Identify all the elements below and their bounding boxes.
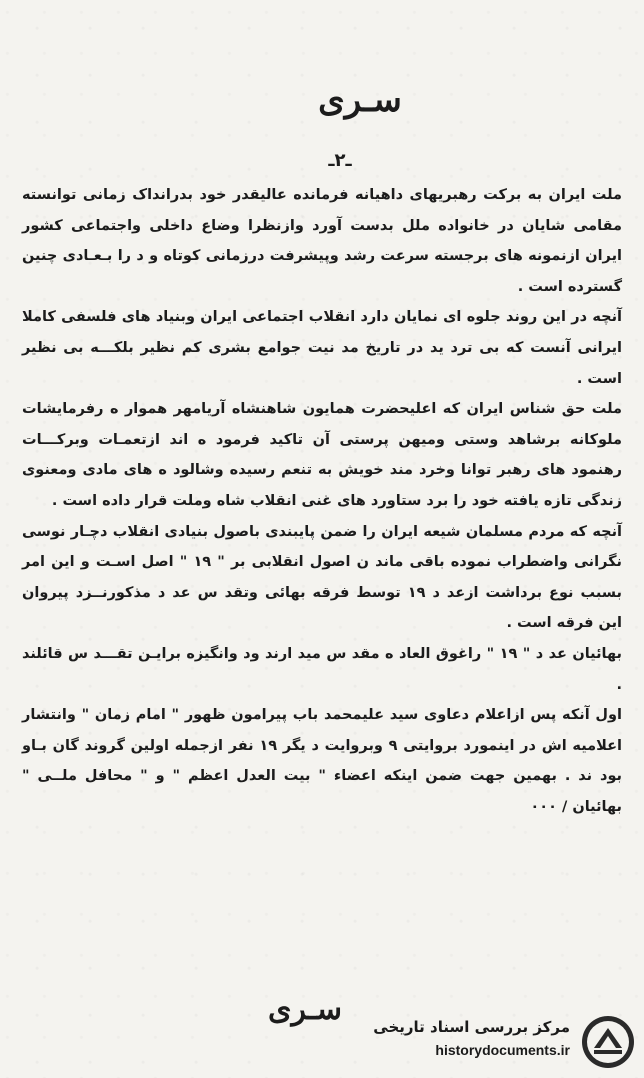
paragraph-2: آنچه در این روند جلوه ای نمایان دارد انقلاب اجتماعی ایران وبنیاد های فلسفی کاملا ایرانی آنست که بی ترد ید در تاریخ مد نیت جوامع بشری کم نظیر بلکـــه بی نظیر است .: [22, 309, 622, 387]
paragraph-3: ملت حق شناس ایران که اعلیحضرت همایون شاهنشاه آریامهر هموار ه رفرمایشات ملوکانه برشاهد وستی ومیهن پرستی آن تاکید فرمود ه اند ازتعمـات وبرکـــات رهنمود های رهبر توانا وخرد مند خویش به تنعم رسیده وشالود ه های مادی ومعنوی زندگی تازه یافته خود را برد ستاورد های غنی انقلاب شاه وملت قرار داده است .: [22, 401, 622, 509]
document-body: [22, 180, 622, 822]
paragraph-6: اول آنکه پس ازاعلام دعاوی سید علیمحمد باب پیرامون ظهور " امام زمان " وانتشار اعلامیه اش در اینمورد بروایتی ٩ وبروایت د یگر ١٩ نفر ازجمله اولین گروند گان بـاو بود ند . بهمین جهت ضمن اینکه اعضاء " بیت العدل اعظم " و " محافل ملــی " بهائیان / ٠٠٠: [22, 707, 622, 815]
paragraph-4: آنچه که مردم مسلمان شیعه ایران را ضمن پایبندی باصول بنیادی انقلاب دچـار نوسی نگرانی واضطراب نموده باقی ماند ن اصول انقلابی بر " ١٩ " اصل اسـت و این امر بسبب نوع برداشت ازعد د ١٩ توسط فرقه بهائی وتقد س عد د مذکورنــزد پیروان این فرقه است .: [22, 523, 622, 632]
watermark-url: historydocuments.ir: [435, 1042, 570, 1058]
classification-footer-stamp: سـری: [268, 992, 342, 1027]
paragraph-5: بهائیان عد د " ١٩ " راغوق العاد ه مقد س مید ارند ود وانگیزه برایـن تقـــد س قائلند .: [22, 645, 622, 693]
paragraph-1: ملت ایران به برکت رهبریهای داهیانه فرمانده عالیقدر خود بدرانداک زمانی توانسته مقامی شایان در خانواده ملل بدست آورد وازنظرا وضاع داخلی واجتماعی کشور ایران ازنمونه های برجسته سرعت رشد وپیشرفت درزمانی کوتاه و د را بـعـادی چنین گسترده است .: [22, 187, 622, 295]
site-watermark: [370, 1012, 636, 1072]
watermark-name: مرکز بررسی اسناد تاریخی: [373, 1018, 570, 1036]
archive-logo-icon: [580, 1014, 636, 1070]
classification-header-stamp: سـری: [318, 80, 402, 120]
page-number: ـ٢ـ: [328, 150, 352, 171]
